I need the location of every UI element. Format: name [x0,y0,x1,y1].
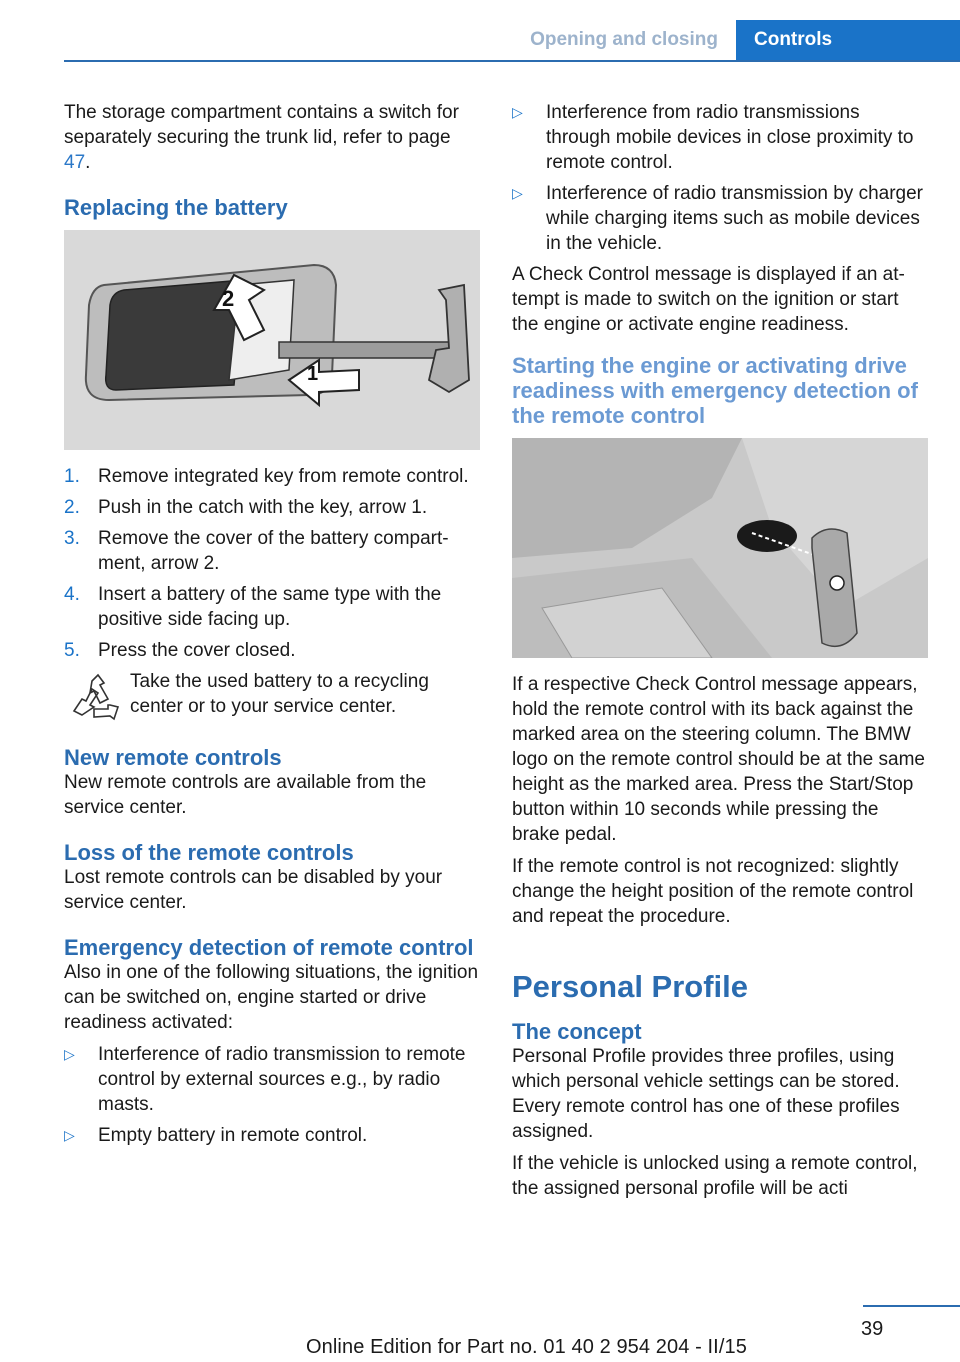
list-item: 5. Press the cover closed. [64,640,296,661]
battery-figure [64,230,480,450]
arrow-label-1: 1 [307,363,319,385]
concept-heading: The concept [512,1019,642,1044]
left-column [64,100,480,1154]
procedure-paragraph: If a respective Check Control message appears, hold the remote control with its back against the marked area on the steering column. The BMW logo on the remote control should be at the same height as the marked area. Press the Start/Stop button within 10 seconds while pressing the brake pedal. [512,674,925,845]
key-battery-illustration [64,230,480,450]
chapter-tab[interactable]: Controls [736,20,960,60]
list-item: ▷ Interference of radio transmission to remote control by external sources e.g., by radio masts. [64,1044,466,1115]
steering-column-figure [512,438,928,658]
new-remote-heading: New remote controls [64,745,282,770]
not-recognized-paragraph: If the remote control is not recognized: slightly change the height position of the remote control and repeat the procedure. [512,856,914,927]
page-link[interactable]: 47 [64,152,86,173]
list-item: 2. Push in the catch with the key, arrow 1. [64,497,428,518]
triangle-bullet-icon: ▷ [512,185,523,201]
footer-divider [863,1305,960,1307]
starting-heading: Starting the engine or activating drive readiness with emergency detection of the remote control [512,353,918,428]
emergency-text: Also in one of the following situations, the ignition can be switched on, engine started or drive readiness activated: [64,962,479,1033]
concept-text: Personal Profile provides three profiles, using which personal vehicle settings can be stored. Every remote control has one of these profiles assigned. [512,1046,900,1142]
edition-footer: Online Edition for Part no. 01 40 2 954 204 - II/15 [306,1336,747,1358]
unlock-text: If the vehicle is unlocked using a remote control, the assigned personal profile will be acti [512,1153,918,1199]
intro-paragraph: The storage compartment contains a switch for separately securing the trunk lid, refer to page 47. [64,102,459,173]
section-tab[interactable]: Opening and closing [530,29,718,50]
battery-steps [64,464,480,663]
battery-heading: Replacing the battery [64,195,288,220]
page-number: 39 [861,1318,884,1340]
check-control-text: A Check Control message is displayed if an attempt is made to switch on the ignition or start the engine or activate engine readiness. [512,264,905,335]
triangle-bullet-icon: ▷ [64,1127,75,1143]
personal-profile-heading: Personal Profile [512,969,749,1004]
recycling-note [64,669,480,727]
steering-column-illustration [512,438,928,658]
list-item: 4. Insert a battery of the same type with the positive side facing up. [64,584,442,630]
triangle-bullet-icon: ▷ [64,1046,75,1062]
list-item: ▷ Interference of radio transmission by charger while charging items such as mobile devices in the vehicle. [512,183,924,254]
recycle-text: Take the used battery to a recycling center or to your service center. [130,671,429,717]
emergency-list [64,1042,480,1148]
page-header [64,20,960,62]
arrow-label-2: 2 [222,286,235,311]
list-item: 3. Remove the cover of the battery compartment, arrow 2. [64,528,449,574]
loss-text: Lost remote controls can be disabled by your service center. [64,867,443,913]
list-item: ▷ Empty battery in remote control. [64,1125,368,1146]
right-column [512,100,928,1208]
list-item: ▷ Interference from radio transmissions through mobile devices in close proximity to remote control. [512,102,914,173]
recycle-icon [64,671,130,727]
interference-list [512,100,928,256]
triangle-bullet-icon: ▷ [512,104,523,120]
new-remote-text: New remote controls are available from the service center. [64,772,427,818]
list-item: 1. Remove integrated key from remote control. [64,466,469,487]
loss-heading: Loss of the remote controls [64,840,354,865]
emergency-heading: Emergency detection of remote control [64,935,474,960]
